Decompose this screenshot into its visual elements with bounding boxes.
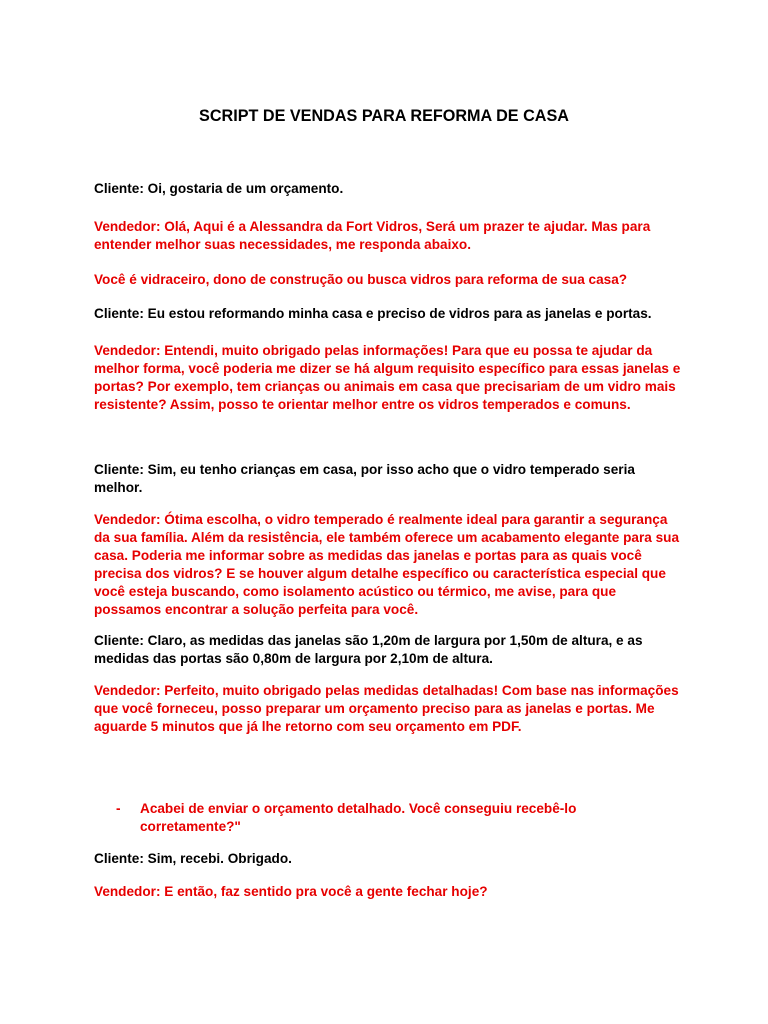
- client-line-4: Cliente: Claro, as medidas das janelas são 1,20m de largura por 1,50m de altura, e as medidas das portas são 0,80m de largura por 2,10m de altura.: [94, 633, 643, 666]
- seller-line-1: Vendedor: Olá, Aqui é a Alessandra da Fort Vidros, Será um prazer te ajudar. Mas para entender melhor suas necessidades, me responda abaixo.: [94, 219, 651, 252]
- client-line-1: Cliente: Oi, gostaria de um orçamento.: [94, 181, 344, 196]
- client-line-5: Cliente: Sim, recebi. Obrigado.: [94, 851, 292, 866]
- bullet-text: Acabei de enviar o orçamento detalhado. Você conseguiu recebê-lo corretamente?": [140, 801, 577, 834]
- seller-line-5: Vendedor: E então, faz sentido pra você a gente fechar hoje?: [94, 884, 488, 899]
- seller-line-3: Vendedor: Ótima escolha, o vidro temperado é realmente ideal para garantir a segurança da sua família. Além da resistência, ele também oferece um acabamento elegante para sua casa. Poderia me informar sobre as medidas das janelas e portas para as quais você precisa dos vidros? E se houver algum detalhe específico ou característica especial que você esteja buscando, como isolamento acústico ou térmico, me avise, para que possamos encontrar a solução perfeita para você.: [94, 512, 680, 617]
- client-line-3: Cliente: Sim, eu tenho crianças em casa, por isso acho que o vidro temperado seria melhor.: [94, 462, 635, 495]
- seller-line-2: Vendedor: Entendi, muito obrigado pelas informações! Para que eu possa te ajudar da melhor forma, você poderia me dizer se há algum requisito específico para essas janelas e portas? Por exemplo, tem crianças ou animais em casa que precisariam de um vidro mais resistente? Assim, posso te orientar melhor entre os vidros temperados e comuns.: [94, 343, 681, 412]
- bullet-marker: -: [116, 801, 121, 816]
- client-line-2: Cliente: Eu estou reformando minha casa e preciso de vidros para as janelas e portas.: [94, 306, 652, 321]
- seller-question: Você é vidraceiro, dono de construção ou busca vidros para reforma de sua casa?: [94, 272, 628, 287]
- seller-line-4: Vendedor: Perfeito, muito obrigado pelas medidas detalhadas! Com base nas informações que você forneceu, posso preparar um orçamento preciso para as janelas e portas. Me aguarde 5 minutos que já lhe retorno com seu orçamento em PDF.: [94, 683, 679, 734]
- page-title: SCRIPT DE VENDAS PARA REFORMA DE CASA: [199, 107, 569, 125]
